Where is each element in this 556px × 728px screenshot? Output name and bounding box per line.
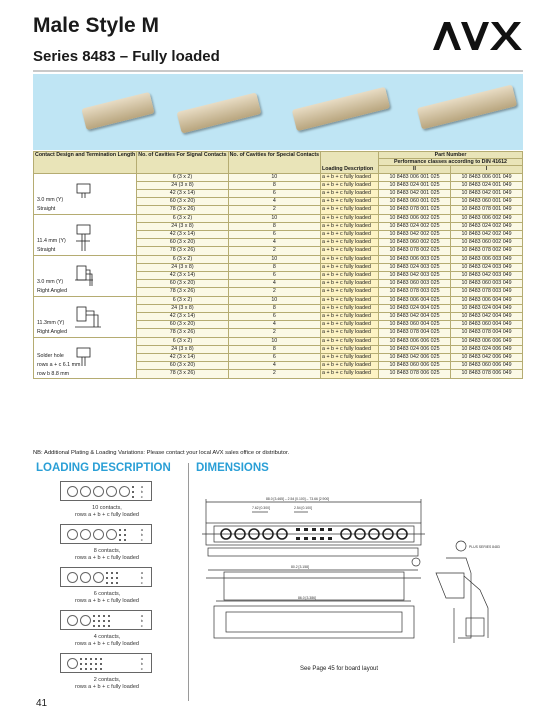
signal-contact-dot (90, 658, 92, 660)
signal-contact-dot (106, 572, 108, 574)
caption-line: 6 contacts, (93, 591, 121, 597)
design-label: 11.4 mm (Y) (37, 237, 66, 244)
special-cavities: 2 (228, 329, 320, 337)
signal-contact-dot (103, 615, 105, 617)
loading-description: a + b + c fully loaded (321, 288, 379, 296)
signal-contact-dot (80, 663, 82, 665)
part-number-class-2: 10 8483 078 004 025 (378, 329, 450, 337)
signal-contact-dot (124, 534, 126, 536)
part-number-class-1: 10 8483 042 002 049 (450, 231, 522, 239)
signal-contact-dot (95, 658, 97, 660)
signal-contact-dot (93, 615, 95, 617)
row-letter: a (140, 613, 143, 618)
loading-description: a + b + c fully loaded (321, 247, 379, 255)
special-cavities: 4 (228, 198, 320, 206)
signal-contact-dot (90, 663, 92, 665)
row-letter: a (140, 656, 143, 661)
signal-contact-dot (90, 668, 92, 670)
signal-cavities: 78 (3 x 26) (137, 206, 228, 214)
special-contact-circle (106, 486, 117, 497)
page-number: 41 (36, 698, 48, 709)
row-letter: c (140, 580, 143, 585)
header-rule (33, 70, 523, 72)
signal-contact-dot (95, 663, 97, 665)
part-number-table (33, 151, 523, 379)
row-letter: a (140, 570, 143, 575)
caption-line: rows a + b + c fully loaded (75, 554, 139, 561)
signal-contact-dot (103, 620, 105, 622)
loading-caption (48, 548, 166, 561)
part-number-class-1: 10 8483 042 003 049 (450, 272, 522, 280)
special-cavities: 8 (228, 263, 320, 271)
part-number-class-1: 10 8483 024 001 049 (450, 181, 522, 189)
part-number-class-2: 10 8483 078 002 025 (378, 247, 450, 255)
signal-cavities: 78 (3 x 26) (137, 370, 228, 378)
loading-description: a + b + c fully loaded (321, 222, 379, 230)
part-number-class-2: 10 8483 024 001 025 (378, 181, 450, 189)
signal-cavities: 24 (3 x 8) (137, 222, 228, 230)
signal-cavities: 42 (3 x 14) (137, 272, 228, 280)
row-letter: b (140, 575, 143, 580)
special-cavities: 10 (228, 337, 320, 345)
signal-contact-dot (103, 625, 105, 627)
part-number-class-1: 10 8483 006 006 049 (450, 337, 522, 345)
signal-cavities: 42 (3 x 14) (137, 313, 228, 321)
loading-description: a + b + c fully loaded (321, 173, 379, 181)
special-cavities: 6 (228, 354, 320, 362)
signal-contact-dot (93, 625, 95, 627)
part-number-class-2: 10 8483 060 001 025 (378, 198, 450, 206)
col-class-2: II (378, 166, 450, 173)
signal-contact-dot (80, 668, 82, 670)
special-cavities: 4 (228, 362, 320, 370)
loading-diagram (60, 610, 152, 630)
signal-cavities: 24 (3 x 8) (137, 263, 228, 271)
loading-description: a + b + c fully loaded (321, 280, 379, 288)
table-row (34, 296, 523, 304)
design-label: Straight (37, 246, 56, 253)
design-label: Straight (37, 205, 56, 212)
loading-diagram (60, 567, 152, 587)
note: NB: Additional Plating & Loading Variations: Please contact your local AVX sales office or distributor. (33, 450, 290, 456)
special-cavities: 2 (228, 247, 320, 255)
row-letter: b (140, 661, 143, 666)
part-number-class-2: 10 8483 060 006 025 (378, 362, 450, 370)
avx-logo (433, 22, 523, 50)
signal-contact-dot (132, 496, 134, 498)
part-number-class-2: 10 8483 006 003 025 (378, 255, 450, 263)
loading-description: a + b + c fully loaded (321, 329, 379, 337)
special-contact-circle (80, 615, 91, 626)
special-contact-circle (106, 529, 117, 540)
row-letter: c (140, 537, 143, 542)
special-contact-circle (93, 572, 104, 583)
caption-line: 8 contacts, (93, 548, 121, 554)
section-divider (188, 463, 189, 701)
part-number-class-2: 10 8483 078 003 025 (378, 288, 450, 296)
loading-description: a + b + c fully loaded (321, 181, 379, 189)
table-row (34, 214, 523, 222)
signal-contact-dot (98, 620, 100, 622)
row-letters (141, 656, 143, 671)
connector-image (177, 92, 262, 133)
part-number-class-2: 10 8483 042 002 025 (378, 231, 450, 239)
design-label: Right Angled (37, 328, 68, 335)
part-number-class-2: 10 8483 060 003 025 (378, 280, 450, 288)
caption-line: rows a + b + c fully loaded (75, 640, 139, 647)
part-number-class-1: 10 8483 006 004 049 (450, 296, 522, 304)
special-cavities: 6 (228, 190, 320, 198)
signal-contact-dot (85, 663, 87, 665)
signal-contact-dot (111, 577, 113, 579)
part-number-class-2: 10 8483 060 002 025 (378, 239, 450, 247)
connector-image (292, 87, 390, 132)
part-number-class-1: 10 8483 042 001 049 (450, 190, 522, 198)
loading-diagram (60, 481, 152, 501)
signal-cavities: 78 (3 x 26) (137, 247, 228, 255)
signal-cavities: 78 (3 x 26) (137, 288, 228, 296)
loading-description: a + b + c fully loaded (321, 263, 379, 271)
part-number-class-2: 10 8483 006 004 025 (378, 296, 450, 304)
special-cavities: 4 (228, 239, 320, 247)
col-perf: Performance classes according to DIN 41612 (378, 159, 522, 166)
caption-line: rows a + b + c fully loaded (75, 683, 139, 690)
loading-heading: LOADING DESCRIPTION (36, 462, 171, 474)
part-number-class-2: 10 8483 060 004 025 (378, 321, 450, 329)
signal-contact-dot (119, 539, 121, 541)
signal-cavities: 24 (3 x 8) (137, 181, 228, 189)
signal-contact-dot (85, 658, 87, 660)
part-number-class-1: 10 8483 006 001 049 (450, 173, 522, 181)
signal-cavities: 42 (3 x 14) (137, 231, 228, 239)
special-contact-circle (67, 615, 78, 626)
loading-description: a + b + c fully loaded (321, 190, 379, 198)
part-number-class-2: 10 8483 024 003 025 (378, 263, 450, 271)
caption-line: rows a + b + c fully loaded (75, 597, 139, 604)
part-number-class-2: 10 8483 024 006 025 (378, 345, 450, 353)
signal-contact-dot (132, 491, 134, 493)
connector-image (417, 84, 517, 129)
page-title: Male Style M (33, 14, 160, 37)
signal-contact-dot (119, 534, 121, 536)
col-class-1: I (450, 166, 522, 173)
contact-design-cell (34, 173, 137, 214)
signal-cavities: 60 (3 x 20) (137, 321, 228, 329)
signal-cavities: 60 (3 x 20) (137, 239, 228, 247)
table-row (34, 173, 523, 181)
loading-diagram (60, 653, 152, 673)
signal-contact-dot (108, 615, 110, 617)
loading-description: a + b + c fully loaded (321, 255, 379, 263)
loading-caption (48, 677, 166, 690)
signal-cavities: 6 (3 x 2) (137, 214, 228, 222)
special-contact-circle (67, 572, 78, 583)
special-contact-circle (67, 658, 78, 669)
special-cavities: 8 (228, 304, 320, 312)
col-special: No. of Cavities for Special Contacts (228, 152, 320, 174)
row-letters (141, 570, 143, 585)
signal-cavities: 6 (3 x 2) (137, 296, 228, 304)
contact-design-cell (34, 337, 137, 378)
special-contact-circle (93, 486, 104, 497)
table-row (34, 337, 523, 345)
signal-contact-dot (119, 529, 121, 531)
contact-design-cell (34, 296, 137, 337)
signal-contact-dot (106, 582, 108, 584)
loading-description: a + b + c fully loaded (321, 370, 379, 378)
signal-contact-dot (132, 486, 134, 488)
signal-contact-dot (111, 572, 113, 574)
part-number-class-1: 10 8483 060 002 049 (450, 239, 522, 247)
part-number-class-2: 10 8483 042 004 025 (378, 313, 450, 321)
design-label: 3.0 mm (Y) (37, 278, 64, 285)
signal-contact-dot (100, 658, 102, 660)
part-number-class-1: 10 8483 060 001 049 (450, 198, 522, 206)
loading-description: a + b + c fully loaded (321, 272, 379, 280)
row-letters (141, 613, 143, 628)
loading-description: a + b + c fully loaded (321, 239, 379, 247)
signal-contact-dot (98, 615, 100, 617)
contact-design-icon (74, 264, 94, 293)
row-letter: b (140, 532, 143, 537)
signal-cavities: 60 (3 x 20) (137, 362, 228, 370)
design-label: rows a + c 6.1 mm (37, 361, 81, 368)
row-letters (141, 527, 143, 542)
dim-width: 80.2 [3.158] (291, 565, 309, 569)
signal-contact-dot (98, 625, 100, 627)
part-number-class-2: 10 8483 042 001 025 (378, 190, 450, 198)
special-cavities: 10 (228, 214, 320, 222)
loading-description: a + b + c fully loaded (321, 337, 379, 345)
dimensions-heading: DIMENSIONS (196, 462, 269, 474)
special-cavities: 2 (228, 206, 320, 214)
row-letter: b (140, 618, 143, 623)
signal-contact-dot (124, 539, 126, 541)
signal-cavities: 6 (3 x 2) (137, 337, 228, 345)
signal-contact-dot (100, 663, 102, 665)
part-number-class-1: 10 8483 006 003 049 (450, 255, 522, 263)
board-layout-note: See Page 45 for board layout (300, 666, 379, 672)
design-label: 3.0 mm (Y) (37, 196, 64, 203)
signal-contact-dot (124, 529, 126, 531)
special-cavities: 6 (228, 272, 320, 280)
special-contact-circle (119, 486, 130, 497)
part-number-class-1: 10 8483 078 002 049 (450, 247, 522, 255)
caption-line: 10 contacts, (92, 505, 122, 511)
part-number-class-2: 10 8483 024 002 025 (378, 222, 450, 230)
loading-description: a + b + c fully loaded (321, 345, 379, 353)
signal-contact-dot (95, 668, 97, 670)
part-number-class-1: 10 8483 078 006 049 (450, 370, 522, 378)
loading-description: a + b + c fully loaded (321, 231, 379, 239)
loading-description: a + b + c fully loaded (321, 313, 379, 321)
special-contact-circle (80, 529, 91, 540)
contact-design-icon (74, 182, 94, 203)
signal-cavities: 6 (3 x 2) (137, 173, 228, 181)
caption-line: 2 contacts, (93, 677, 121, 683)
design-label: Solder hole (37, 352, 64, 359)
part-number-class-2: 10 8483 024 004 025 (378, 304, 450, 312)
signal-cavities: 42 (3 x 14) (137, 354, 228, 362)
special-cavities: 4 (228, 321, 320, 329)
part-number-class-2: 10 8483 042 006 025 (378, 354, 450, 362)
table-row (34, 255, 523, 263)
special-contact-circle (80, 572, 91, 583)
part-number-class-2: 10 8483 078 006 025 (378, 370, 450, 378)
col-loading: Loading Description (321, 152, 379, 174)
part-number-class-2: 10 8483 078 001 025 (378, 206, 450, 214)
loading-description: a + b + c fully loaded (321, 206, 379, 214)
part-number-class-2: 10 8483 006 006 025 (378, 337, 450, 345)
part-number-class-1: 10 8483 042 006 049 (450, 354, 522, 362)
signal-cavities: 78 (3 x 26) (137, 329, 228, 337)
dim-7-62: 7.62 [0.300] (252, 506, 270, 510)
dim-base: 86.0 [3.386] (298, 596, 316, 600)
dimension-drawing (196, 488, 516, 664)
loading-description: a + b + c fully loaded (321, 214, 379, 222)
col-part: Part Number (378, 152, 522, 159)
special-cavities: 10 (228, 296, 320, 304)
row-letter: c (140, 623, 143, 628)
part-number-class-1: 10 8483 078 001 049 (450, 206, 522, 214)
special-contact-circle (80, 486, 91, 497)
row-letter: c (140, 666, 143, 671)
signal-cavities: 6 (3 x 2) (137, 255, 228, 263)
signal-contact-dot (116, 572, 118, 574)
signal-contact-dot (111, 582, 113, 584)
special-contact-circle (93, 529, 104, 540)
special-cavities: 4 (228, 280, 320, 288)
special-cavities: 2 (228, 370, 320, 378)
dim-pitch: 2.54 [0.100] (294, 506, 312, 510)
part-number-class-1: 10 8483 078 003 049 (450, 288, 522, 296)
part-number-class-1: 10 8483 060 004 049 (450, 321, 522, 329)
signal-contact-dot (85, 668, 87, 670)
part-number-class-1: 10 8483 024 004 049 (450, 304, 522, 312)
signal-contact-dot (93, 620, 95, 622)
special-contact-circle (67, 529, 78, 540)
page-subtitle: Series 8483 – Fully loaded (33, 48, 220, 65)
part-number-class-1: 10 8483 024 006 049 (450, 345, 522, 353)
loading-caption (48, 591, 166, 604)
contact-design-icon (74, 223, 94, 256)
special-cavities: 8 (228, 345, 320, 353)
signal-cavities: 42 (3 x 14) (137, 190, 228, 198)
dim-overall: 88.0 [3.465] – 2.54 [0.100] – 73.66 [2.900] (266, 497, 330, 501)
special-cavities: 8 (228, 222, 320, 230)
signal-cavities: 60 (3 x 20) (137, 280, 228, 288)
col-signal: No. of Cavities For Signal Contacts (137, 152, 228, 174)
part-number-class-2: 10 8483 042 003 025 (378, 272, 450, 280)
loading-description: a + b + c fully loaded (321, 198, 379, 206)
contact-design-cell (34, 255, 137, 296)
caption-line: rows a + b + c fully loaded (75, 511, 139, 518)
loading-caption (48, 634, 166, 647)
part-number-class-1: 10 8483 024 002 049 (450, 222, 522, 230)
special-cavities: 6 (228, 313, 320, 321)
special-cavities: 2 (228, 288, 320, 296)
part-number-class-1: 10 8483 078 004 049 (450, 329, 522, 337)
part-number-class-1: 10 8483 060 003 049 (450, 280, 522, 288)
signal-contact-dot (100, 668, 102, 670)
special-cavities: 8 (228, 181, 320, 189)
signal-contact-dot (80, 658, 82, 660)
signal-cavities: 24 (3 x 8) (137, 345, 228, 353)
special-cavities: 10 (228, 255, 320, 263)
signal-contact-dot (108, 625, 110, 627)
part-number-class-2: 10 8483 006 002 025 (378, 214, 450, 222)
product-photo (33, 74, 523, 150)
signal-contact-dot (116, 577, 118, 579)
col-design: Contact Design and Termination Length (34, 152, 137, 174)
row-letter: c (140, 494, 143, 499)
caption-line: 4 contacts, (93, 634, 121, 640)
loading-caption (48, 505, 166, 518)
loading-diagram (60, 524, 152, 544)
special-cavities: 10 (228, 173, 320, 181)
row-letter: b (140, 489, 143, 494)
contact-design-icon (74, 346, 94, 371)
loading-description: a + b + c fully loaded (321, 321, 379, 329)
dim-plus-series: PLUS SERIES 8483 (469, 545, 500, 549)
part-number-class-1: 10 8483 006 002 049 (450, 214, 522, 222)
loading-description: a + b + c fully loaded (321, 362, 379, 370)
design-label: Right Angled (37, 287, 68, 294)
loading-description: a + b + c fully loaded (321, 354, 379, 362)
special-contact-circle (67, 486, 78, 497)
loading-description: a + b + c fully loaded (321, 296, 379, 304)
part-number-class-2: 10 8483 006 001 025 (378, 173, 450, 181)
part-number-class-1: 10 8483 042 004 049 (450, 313, 522, 321)
contact-design-icon (74, 305, 102, 334)
row-letter: a (140, 527, 143, 532)
row-letters (141, 484, 143, 499)
design-label: 11.3mm (Y) (37, 319, 65, 326)
connector-image (81, 92, 154, 130)
design-label: row b 8.8 mm (37, 370, 70, 377)
signal-contact-dot (106, 577, 108, 579)
part-number-class-1: 10 8483 024 003 049 (450, 263, 522, 271)
signal-contact-dot (116, 582, 118, 584)
loading-description: a + b + c fully loaded (321, 304, 379, 312)
special-cavities: 6 (228, 231, 320, 239)
part-number-class-1: 10 8483 060 006 049 (450, 362, 522, 370)
signal-contact-dot (108, 620, 110, 622)
contact-design-cell (34, 214, 137, 255)
signal-cavities: 24 (3 x 8) (137, 304, 228, 312)
row-letter: a (140, 484, 143, 489)
signal-cavities: 60 (3 x 20) (137, 198, 228, 206)
